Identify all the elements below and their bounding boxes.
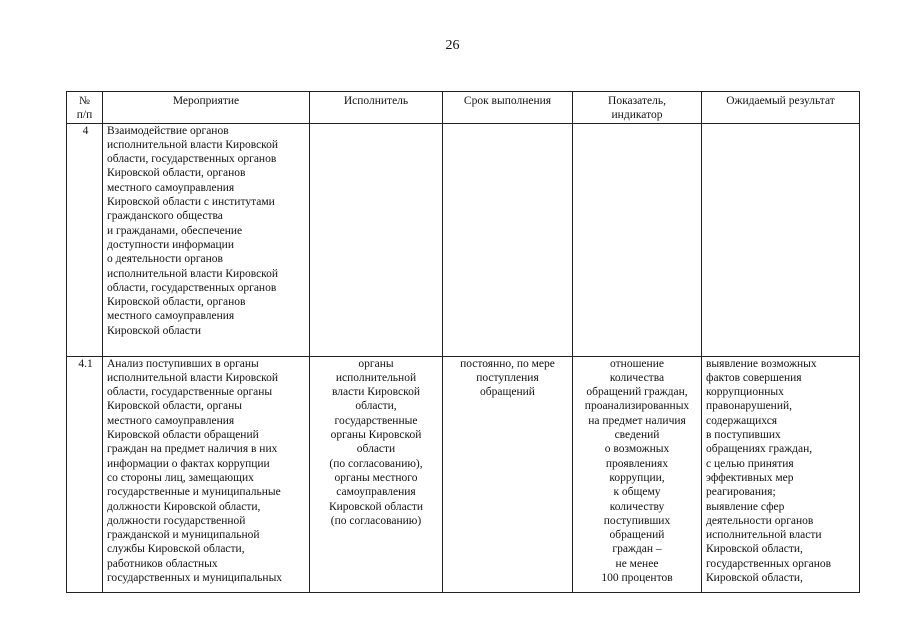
header-event: Мероприятие: [103, 92, 310, 124]
executor-cell: органы исполнительной власти Кировской области, государственные органы Кировской области (по согласованию), органы местного самоуправления Кировской области (по согласованию): [310, 356, 443, 592]
row-number-cell: 4.1: [67, 356, 103, 592]
event-cell: Взаимодействие органов исполнительной власти Кировской области, государственных органов Кировской области, органов местного самоуправления Кировской области с институтами гражданского общества и гражданами, обеспечение доступности информации о деятельности органов исполнительной власти Кировской области, государственных органов Кировской области, органов местного самоуправления Кировской области: [103, 123, 310, 356]
event-cell: Анализ поступивших в органы исполнительной власти Кировской области, государственные органы Кировской области, органы местного самоуправления Кировской области обращений граждан на предмет наличия в них информации о фактах коррупции со стороны лиц, замещающих государственные и муниципальные должности Кировской области, должности государственной гражданской и муниципальной службы Кировской области, работников областных государственных и муниципальных: [103, 356, 310, 592]
result-cell: выявление возможных фактов совершения коррупционных правонарушений, содержащихся в поступивших обращениях граждан, с целью принятия эффективных мер реагирования; выявление сфер деятельности органов исполнительной власти Кировской области, государственных органов Кировской области,: [702, 356, 860, 592]
table-row: [67, 123, 860, 356]
result-cell: [702, 123, 860, 356]
table-header-row: [67, 92, 860, 124]
page-number: 26: [445, 38, 460, 53]
header-number: № п/п: [67, 92, 103, 124]
indicator-cell: отношение количества обращений граждан, проанализированных на предмет наличия сведений о возможных проявлениях коррупции, к общему количеству поступивших обращений граждан – не менее 100 процентов: [573, 356, 702, 592]
deadline-cell: [443, 123, 573, 356]
executor-cell: [310, 123, 443, 356]
deadline-cell: постоянно, по мере поступления обращений: [443, 356, 573, 592]
table-row: [67, 356, 860, 592]
header-deadline: Срок выполнения: [443, 92, 573, 124]
indicator-cell: [573, 123, 702, 356]
header-result: Ожидаемый результат: [702, 92, 860, 124]
measures-table: [66, 91, 860, 593]
row-number-cell: 4: [67, 123, 103, 356]
header-executor: Исполнитель: [310, 92, 443, 124]
header-indicator: Показатель, индикатор: [573, 92, 702, 124]
